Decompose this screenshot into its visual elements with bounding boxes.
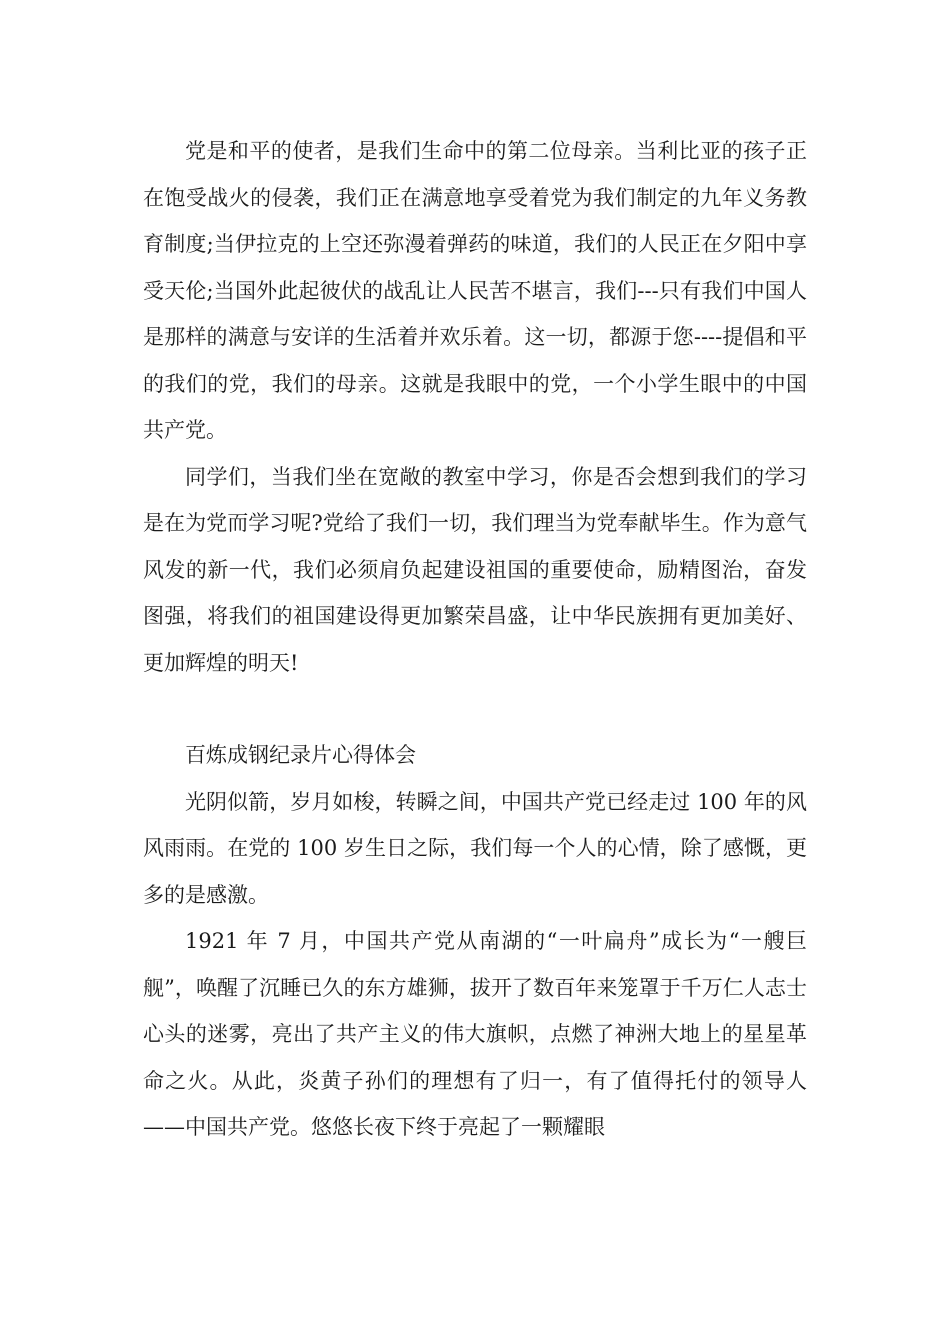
paragraph-gap bbox=[143, 686, 807, 732]
document-body bbox=[143, 128, 807, 1151]
paragraph-hundred-years: 光阴似箭，岁月如梭，转瞬之间，中国共产党已经走过 100 年的风风雨雨。在党的 100 岁生日之际，我们每一个人的心情，除了感慨，更多的是感激。 bbox=[143, 789, 807, 907]
paragraph-party-peace: 党是和平的使者，是我们生命中的第二位母亲。当利比亚的孩子正在饱受战火的侵袭，我们正在满意地享受着党为我们制定的九年义务教育制度;当伊拉克的上空还弥漫着弹药的味道，我们的人民正在夕阳中享受天伦;当国外此起彼伏的战乱让人民苦不堪言，我们---只有我们中国人是那样的满意与安详的生活着并欢乐着。这一切，都源于您----提倡和平的我们的党，我们的母亲。这就是我眼中的党，一个小学生眼中的中国共产党。 bbox=[143, 139, 807, 442]
paragraph-1921: 1921 年 7 月，中国共产党从南湖的“一叶扁舟”成长为“一艘巨舰”，唤醒了沉睡已久的东方雄狮，拔开了数百年来笼罩于千万仁人志士心头的迷雾，亮出了共产主义的伟大旗帜，点燃了神洲大地上的星星革命之火。从此，炎黄子孙们的理想有了归一，有了值得托付的领导人——中国共产党。悠悠长夜下终于亮起了一颗耀眼 bbox=[143, 929, 807, 1139]
paragraph-students-study: 同学们，当我们坐在宽敞的教室中学习，你是否会想到我们的学习是在为党而学习呢?党给了我们一切，我们理当为党奉献毕生。作为意气风发的新一代，我们必须肩负起建设祖国的重要使命，励精图治，奋发图强，将我们的祖国建设得更加繁荣昌盛，让中华民族拥有更加美好、更加辉煌的明天! bbox=[143, 464, 807, 675]
section-heading: 百炼成钢纪录片心得体会 bbox=[185, 743, 416, 767]
